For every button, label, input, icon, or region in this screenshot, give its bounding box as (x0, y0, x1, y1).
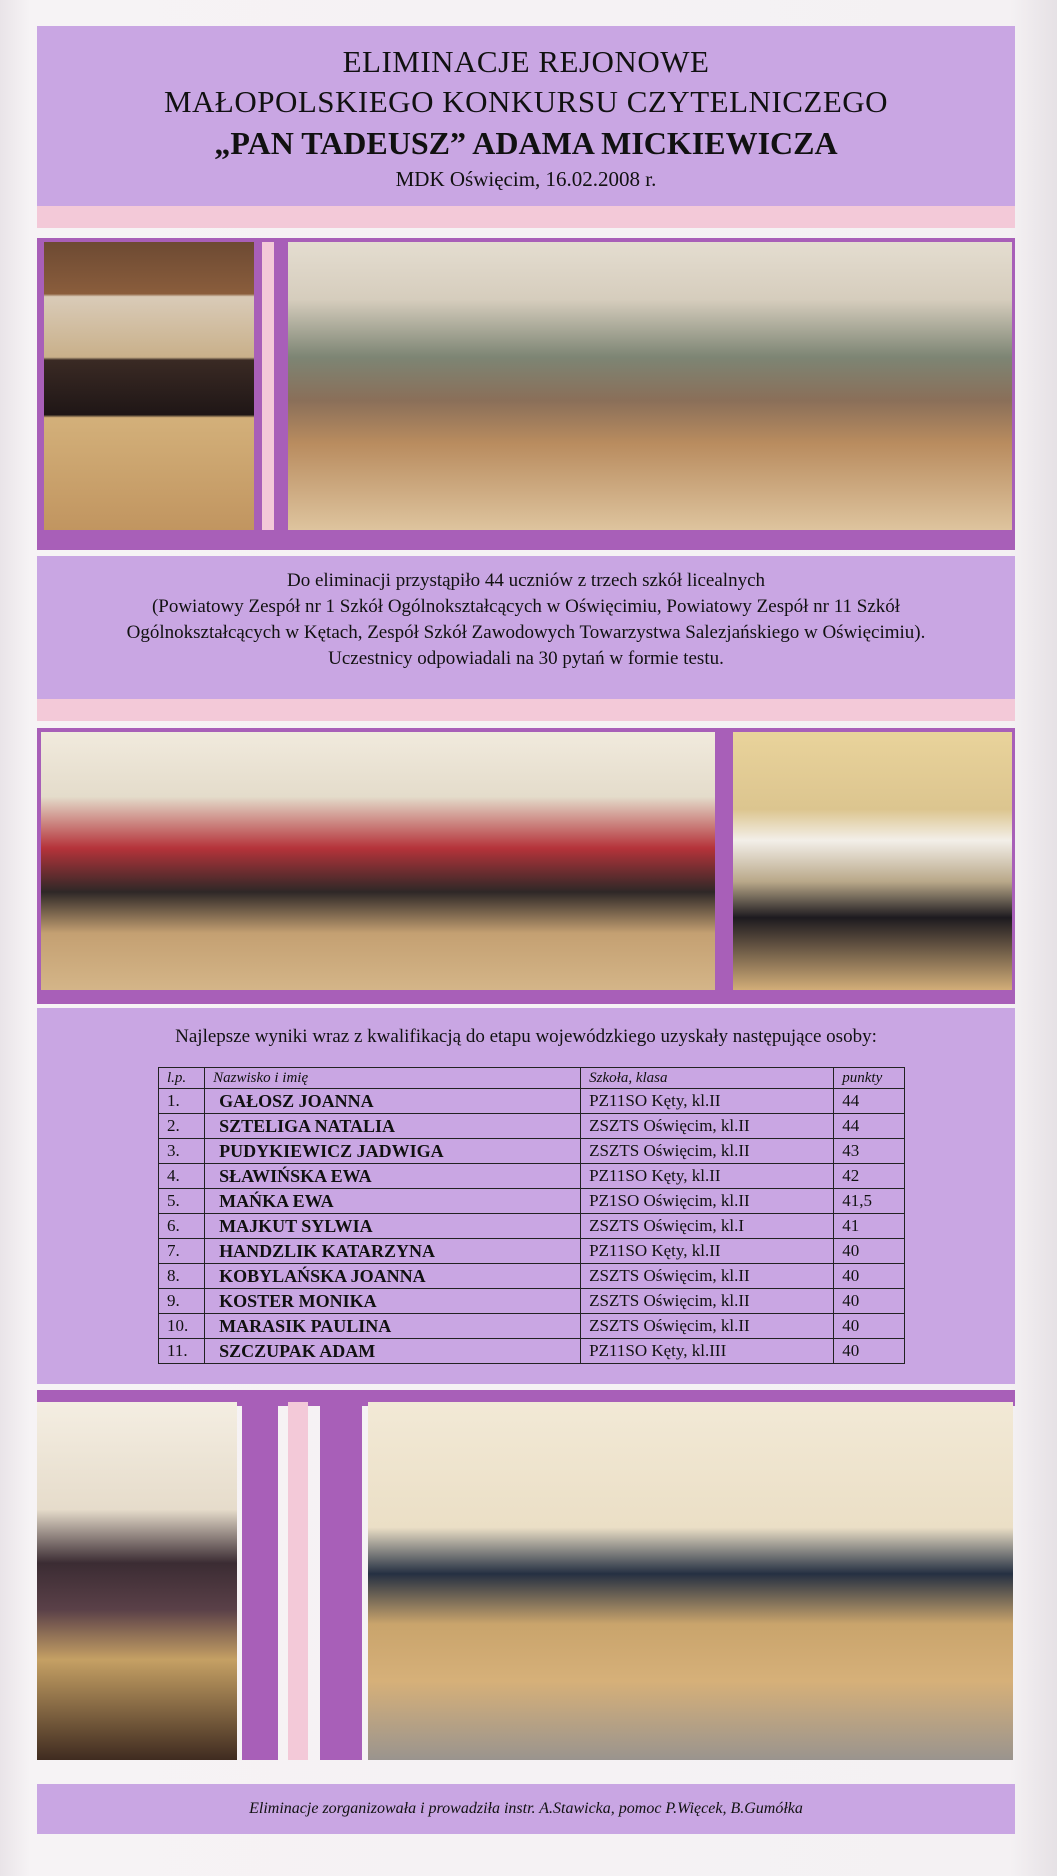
cell-lp: 7. (159, 1239, 205, 1264)
divider-stripe (320, 1402, 362, 1760)
footer-banner (37, 1784, 1015, 1834)
header-date-place: MDK Oświęcim, 16.02.2008 r. (395, 167, 657, 191)
cell-name: MARASIK PAULINA (205, 1314, 581, 1339)
cell-school: PZ11SO Kęty, kl.III (581, 1339, 834, 1364)
header-points: punkty (834, 1068, 905, 1089)
results-panel (37, 1008, 1015, 1384)
cell-school: ZSZTS Oświęcim, kl.II (581, 1114, 834, 1139)
cell-school: PZ11SO Kęty, kl.II (581, 1239, 834, 1264)
cell-points: 44 (834, 1114, 905, 1139)
cell-name: KOSTER MONIKA (205, 1289, 581, 1314)
cell-lp: 4. (159, 1164, 205, 1189)
cell-points: 40 (834, 1289, 905, 1314)
table-row (159, 1114, 905, 1139)
photo-students-writing (41, 732, 715, 990)
header-title-line1: ELIMINACJE REJONOWE (342, 44, 710, 79)
cell-lp: 3. (159, 1139, 205, 1164)
table-row (159, 1239, 905, 1264)
pink-stripe (37, 206, 1015, 228)
cell-lp: 5. (159, 1189, 205, 1214)
cell-school: ZSZTS Oświęcim, kl.II (581, 1314, 834, 1339)
cell-name: HANDZLIK KATARZYNA (205, 1239, 581, 1264)
footer-credits: Eliminacje zorganizowała i prowadziła instr. A.Stawicka, pomoc P.Więcek, B.Gumółka (249, 1800, 803, 1817)
table-row (159, 1289, 905, 1314)
cell-school: PZ11SO Kęty, kl.II (581, 1164, 834, 1189)
cell-name: MAŃKA EWA (205, 1189, 581, 1214)
info-line1: Do eliminacji przystąpiło 44 uczniów z trzech szkół licealnych (287, 570, 765, 591)
cell-points: 41 (834, 1214, 905, 1239)
info-line3: Ogólnokształcących w Kętach, Zespół Szkół Zawodowych Towarzystwa Salezjańskiego w Oświęcimiu). (126, 622, 926, 643)
table-row (159, 1314, 905, 1339)
cell-points: 41,5 (834, 1189, 905, 1214)
cell-lp: 11. (159, 1339, 205, 1364)
cell-lp: 8. (159, 1264, 205, 1289)
info-line2: (Powiatowy Zespół nr 1 Szkół Ogólnokształcących w Oświęcimiu, Powiatowy Zespół nr 11 Szkół (151, 596, 901, 617)
cell-points: 40 (834, 1239, 905, 1264)
pink-stripe (37, 699, 1015, 721)
cell-school: PZ11SO Kęty, kl.II (581, 1089, 834, 1114)
header-banner (37, 26, 1015, 206)
results-table (158, 1067, 905, 1364)
cell-name: SZTELIGA NATALIA (205, 1114, 581, 1139)
header-title-line2: MAŁOPOLSKIEGO KONKURSU CZYTELNICZEGO (163, 84, 889, 119)
cell-name: MAJKUT SYLWIA (205, 1214, 581, 1239)
cell-points: 40 (834, 1314, 905, 1339)
header-name: Nazwisko i imię (205, 1068, 581, 1089)
table-row (159, 1339, 905, 1364)
cell-points: 42 (834, 1164, 905, 1189)
cell-lp: 9. (159, 1289, 205, 1314)
cell-school: ZSZTS Oświęcim, kl.I (581, 1214, 834, 1239)
info-banner (37, 556, 1015, 699)
table-row (159, 1164, 905, 1189)
cell-school: ZSZTS Oświęcim, kl.II (581, 1139, 834, 1164)
cell-name: PUDYKIEWICZ JADWIGA (205, 1139, 581, 1164)
photo-students-exam-hall (368, 1402, 1013, 1760)
photo-students-desk (37, 1402, 237, 1760)
cell-name: GAŁOSZ JOANNA (205, 1089, 581, 1114)
cell-name: SZCZUPAK ADAM (205, 1339, 581, 1364)
table-row (159, 1264, 905, 1289)
photo-students-classroom (288, 242, 1012, 530)
cell-lp: 6. (159, 1214, 205, 1239)
cell-name: KOBYLAŃSKA JOANNA (205, 1264, 581, 1289)
photo-students-test (733, 732, 1012, 990)
cell-points: 40 (834, 1264, 905, 1289)
table-row (159, 1139, 905, 1164)
cell-school: ZSZTS Oświęcim, kl.II (581, 1289, 834, 1314)
table-row (159, 1214, 905, 1239)
cell-school: PZ1SO Oświęcim, kl.II (581, 1189, 834, 1214)
photo-students-library (44, 242, 254, 530)
header-title-line3: „PAN TADEUSZ” ADAMA MICKIEWICZA (214, 125, 838, 161)
info-line4: Uczestnicy odpowiadali na 30 pytań w formie testu. (328, 648, 724, 669)
divider-stripe (242, 1402, 278, 1760)
cell-lp: 10. (159, 1314, 205, 1339)
cell-lp: 1. (159, 1089, 205, 1114)
cell-name: SŁAWIŃSKA EWA (205, 1164, 581, 1189)
cell-points: 40 (834, 1339, 905, 1364)
cell-lp: 2. (159, 1114, 205, 1139)
table-row (159, 1189, 905, 1214)
table-header-row (159, 1068, 905, 1089)
cell-points: 43 (834, 1139, 905, 1164)
divider-stripe (288, 1402, 308, 1760)
divider-stripe (262, 242, 274, 530)
cell-school: ZSZTS Oświęcim, kl.II (581, 1264, 834, 1289)
header-school: Szkoła, klasa (581, 1068, 834, 1089)
cell-points: 44 (834, 1089, 905, 1114)
table-row (159, 1089, 905, 1114)
header-lp: l.p. (159, 1068, 205, 1089)
results-intro: Najlepsze wyniki wraz z kwalifikacją do etapu wojewódzkiego uzyskały następujące osoby: (175, 1026, 877, 1047)
